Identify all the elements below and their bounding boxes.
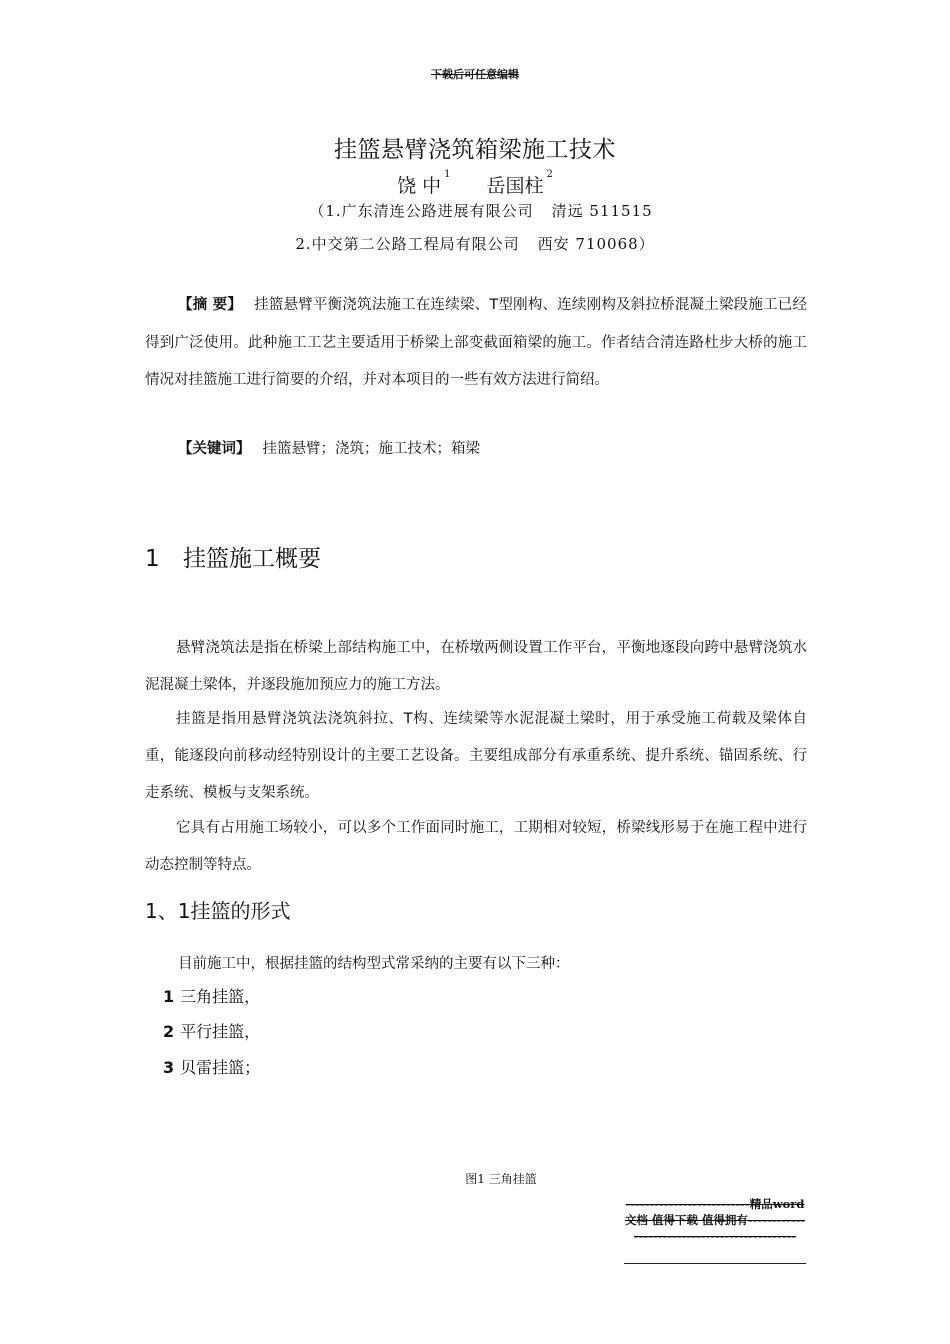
figure-caption: 图1 三角挂篮: [465, 1172, 537, 1186]
affiliation-1-city: 清远 511515: [551, 202, 653, 220]
affiliation-line-2: [0, 233, 950, 254]
keywords-label: 【关键词】: [178, 441, 251, 457]
abstract-paragraph: [145, 287, 807, 400]
affiliation-2-city: 西安 710068）: [537, 235, 655, 253]
section-1-heading: [145, 540, 321, 573]
author-1-superscript: 1: [444, 169, 451, 180]
list-item-number: 2: [163, 1022, 175, 1041]
footer-note: --------------------------精品word文档 值得下载 值得拥有----------------------------------------------: [624, 1197, 806, 1243]
affiliation-line-1: [0, 200, 950, 221]
list-item: [163, 1019, 260, 1042]
list-item: [163, 984, 260, 1007]
abstract-label: 【摘 要】: [178, 297, 243, 313]
footer-divider: [624, 1263, 806, 1264]
section-1-1-intro: 目前施工中，根据挂篮的结构型式常采纳的主要有以下三种：: [178, 956, 570, 972]
list-item-number: 3: [163, 1058, 175, 1077]
list-item-text: 贝雷挂篮；: [180, 1058, 261, 1077]
body-paragraph: 悬臂浇筑法是指在桥梁上部结构施工中，在桥墩两侧设置工作平台，平衡地逐段向跨中悬臂浇筑水泥混凝土梁体，并逐段施加预应力的施工方法。: [145, 640, 807, 693]
section-1-1-heading: 1、1挂篮的形式: [145, 899, 291, 923]
author-2-superscript: 2: [546, 169, 553, 180]
abstract-text: 挂篮悬臂平衡浇筑法施工在连续梁、T型刚构、连续刚构及斜拉桥混凝土梁段施工已经得到广泛使用。此种施工工艺主要适用于桥梁上部变截面箱梁的施工。作者结合清连路杜步大桥的施工情况对挂篮施工进行简要的介绍，并对本项目的一些有效方法进行简绍。: [145, 297, 807, 388]
affiliation-2-org: 2.中交第二公路工程局有限公司: [295, 235, 520, 253]
body-paragraph: 它具有占用施工场较小，可以多个工作面同时施工，工期相对较短，桥梁线形易于在施工程中进行动态控制等特点。: [145, 820, 807, 873]
keywords-text: 挂篮悬臂；浇筑；施工技术；箱梁: [262, 441, 480, 457]
list-item-text: 平行挂篮，: [180, 1022, 261, 1041]
document-title: 挂篮悬臂浇筑箱梁施工技术: [334, 137, 616, 163]
author-line: [0, 171, 950, 198]
list-item-text: 三角挂篮，: [180, 987, 261, 1006]
list-item: [163, 1055, 260, 1078]
header-note: 下载后可任意编辑: [431, 68, 519, 81]
keywords-paragraph: [178, 431, 808, 469]
body-paragraph: 挂篮是指用悬臂浇筑法浇筑斜拉、T构、连续梁等水泥混凝土梁时，用于承受施工荷载及梁体自重，能逐段向前移动经特别设计的主要工艺设备。主要组成部分有承重系统、提升系统、锚固系统、行走系统、模板与支架系统。: [145, 711, 807, 801]
section-1-title: 挂篮施工概要: [183, 546, 321, 572]
author-1-name: 饶 中: [397, 175, 442, 197]
author-2-name: 岳国柱: [486, 175, 544, 197]
section-1-number: 1: [145, 546, 160, 572]
list-item-number: 1: [163, 987, 175, 1006]
affiliation-1-org: （1.广东清连公路进展有限公司: [309, 202, 534, 220]
